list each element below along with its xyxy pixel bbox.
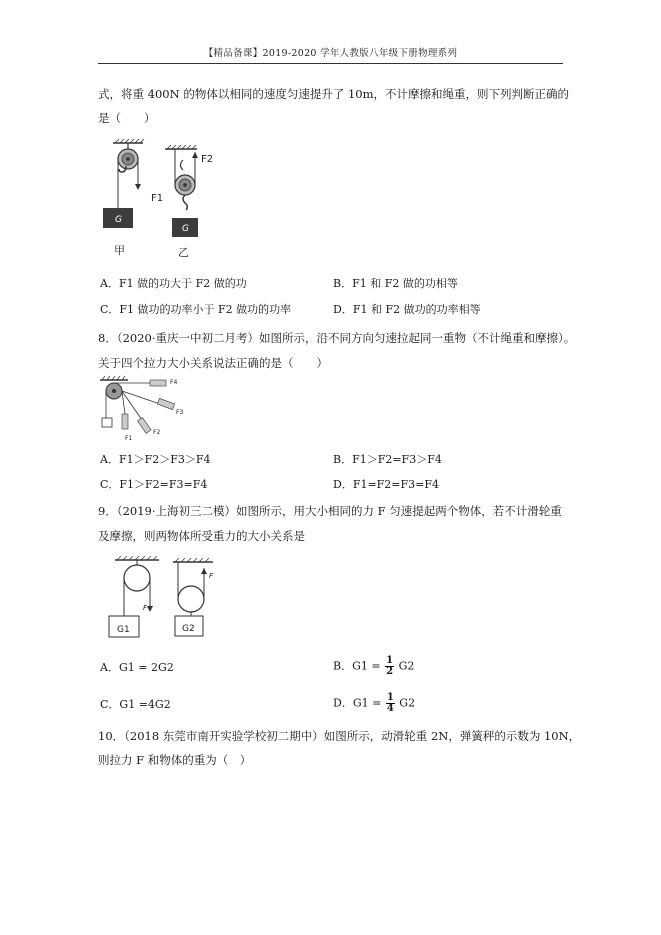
q7-pulley-figure <box>95 138 225 263</box>
q9-option-d-prefix: D．G1 = <box>333 696 382 710</box>
q7-option-c: C．F1 做功的功率小于 F2 做功的功率 <box>100 303 292 316</box>
q7-stem-line2: 是（ ） <box>98 111 156 125</box>
fixed-pulley-left <box>113 139 144 208</box>
q9-f-right-label: F <box>209 572 214 580</box>
q10-stem-line1: 10．（2018 东莞市南开实验学校初二期中）如图所示，动滑轮重 2N，弹簧秤的示数为 10N， <box>98 729 581 743</box>
q9-stem-line1: 9．（2019·上海初三二模）如图所示，用大小相同的力 F 匀速提起两个物体，若不计滑轮重 <box>98 504 562 518</box>
q9-option-d-denominator: 4 <box>386 703 394 714</box>
q9-option-a: A．G1 = 2G2 <box>100 661 174 674</box>
q9-f-left-label: F <box>143 604 148 612</box>
q8-f3-label: F3 <box>176 409 184 416</box>
caption-jia: 甲 <box>114 244 125 257</box>
q7-option-d: D．F1 和 F2 做功的功率相等 <box>333 303 481 316</box>
q9-option-b <box>333 656 414 677</box>
q9-pulley-figure <box>105 556 225 644</box>
q9-option-b-suffix: G2 <box>398 659 415 673</box>
q8-option-c: C．F1＞F2=F3=F4 <box>100 478 208 491</box>
q8-f1-label: F1 <box>125 435 133 442</box>
q8-stem-line2: 关于四个拉力大小关系说法正确的是（ ） <box>98 356 328 370</box>
weight-right-label: G <box>182 224 189 234</box>
q8-option-a: A．F1＞F2＞F3＞F4 <box>100 453 211 466</box>
page-header: 【精品备课】2019-2020 学年人教版八年级下册物理系列 <box>203 48 458 59</box>
q9-option-d-numerator: 1 <box>386 692 394 703</box>
caption-yi: 乙 <box>178 246 189 259</box>
q9-stem-line2: 及摩擦，则两物体所受重力的大小关系是 <box>98 529 305 543</box>
q8-f2-label: F2 <box>153 429 161 436</box>
q7-option-a: A．F1 做的功大于 F2 做的功 <box>100 277 247 290</box>
q9-g2-label: G2 <box>182 624 195 634</box>
force-f1-label: F1 <box>151 193 164 204</box>
force-f2-label: F2 <box>201 154 214 165</box>
q8-f4-label: F4 <box>170 379 178 386</box>
q8-option-b: B．F1＞F2=F3＞F4 <box>333 453 442 466</box>
q8-stem-line1: 8．（2020·重庆一中初二月考）如图所示，沿不同方向匀速拉起同一重物（不计绳重和摩擦）。 <box>98 331 576 345</box>
q7-option-b: B．F1 和 F2 做的功相等 <box>333 277 458 290</box>
q9-option-b-denominator: 2 <box>386 666 394 677</box>
weight-left-label: G <box>115 215 122 225</box>
q9-option-b-prefix: B．G1 = <box>333 659 381 673</box>
q9-option-b-numerator: 1 <box>386 655 394 666</box>
q9-option-c: C．G1 =4G2 <box>100 698 171 711</box>
header-rule <box>98 63 563 64</box>
q8-pulley-figure <box>98 374 190 444</box>
q9-option-d-suffix: G2 <box>399 696 416 710</box>
q10-stem-line2: 则拉力 F 和物体的重为（ ） <box>98 753 252 767</box>
movable-pulley-right <box>165 145 198 210</box>
q7-stem-line1: 式，将重 400N 的物体以相同的速度匀速提升了 10m，不计摩擦和绳重，则下列判断正确的 <box>98 87 570 101</box>
q9-option-d-fraction <box>386 693 395 714</box>
q9-g1-label: G1 <box>117 625 130 635</box>
q9-option-b-fraction <box>385 656 394 677</box>
q8-option-d: D．F1=F2=F3=F4 <box>333 478 439 491</box>
q9-option-d <box>333 693 415 714</box>
